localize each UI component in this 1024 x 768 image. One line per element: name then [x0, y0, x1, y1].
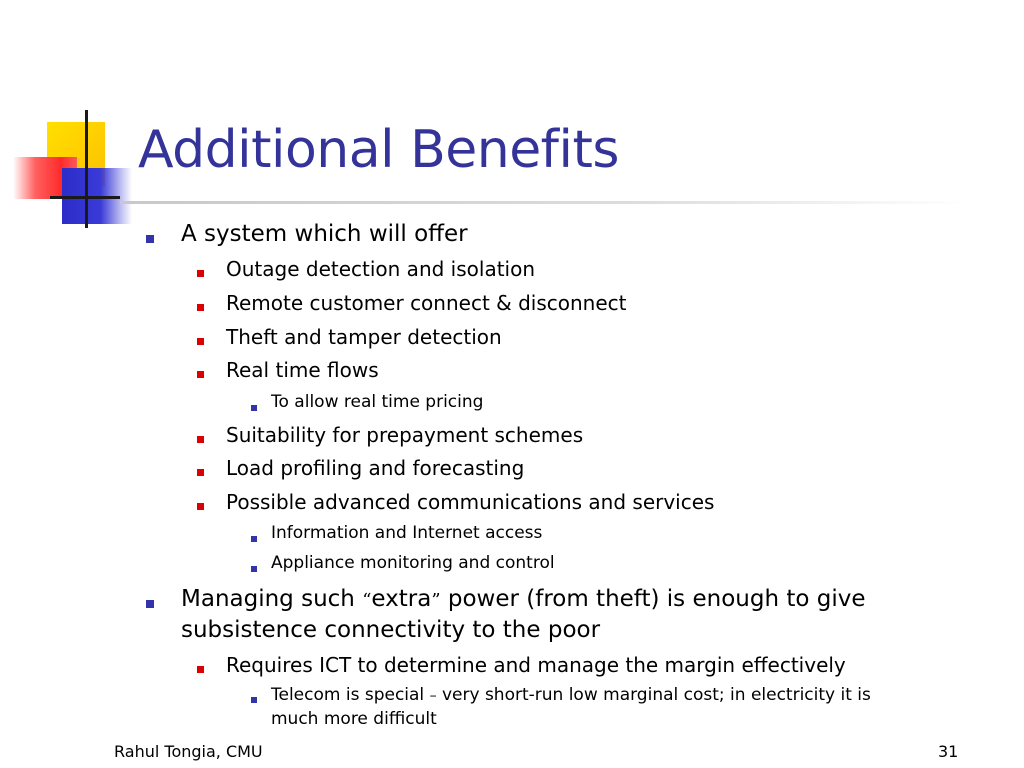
bullet-level2: Possible advanced communications and services: [226, 490, 715, 514]
bullet-marker: [197, 503, 204, 510]
bullet-level3: To allow real time pricing: [271, 392, 484, 412]
text-fragment: power (from theft) is enough to give: [440, 586, 866, 612]
bullet-marker: [251, 536, 257, 542]
text-fragment: Managing such: [181, 586, 363, 612]
bullet-marker: [251, 566, 257, 572]
decorative-vertical-line: [85, 110, 88, 228]
dash: –: [429, 688, 437, 704]
bullet-level2: Remote customer connect & disconnect: [226, 291, 627, 315]
bullet-marker: [197, 270, 204, 277]
bullet-level2: Requires ICT to determine and manage the margin effectively: [226, 653, 846, 677]
text-fragment: Telecom is special: [271, 685, 430, 705]
bullet-marker: [197, 338, 204, 345]
bullet-level1: A system which will offer: [181, 221, 468, 247]
bullet-level1-continuation: subsistence connectivity to the poor: [181, 617, 601, 643]
bullet-level3-continuation: much more difficult: [271, 709, 437, 729]
bullet-marker: [197, 304, 204, 311]
bullet-marker: [146, 235, 154, 243]
title-underline: [120, 201, 970, 204]
bullet-marker: [197, 436, 204, 443]
bullet-level2: Load profiling and forecasting: [226, 456, 525, 480]
bullet-level2: Theft and tamper detection: [226, 325, 502, 349]
bullet-marker: [197, 469, 204, 476]
quoted-word: extra: [371, 586, 432, 612]
bullet-level3: Information and Internet access: [271, 523, 543, 543]
bullet-level3: [271, 683, 871, 708]
text-fragment: very short-run low marginal cost; in electricity it is: [436, 685, 871, 705]
bullet-marker: [251, 697, 257, 703]
bullet-level2: Outage detection and isolation: [226, 257, 536, 281]
bullet-marker: [251, 405, 257, 411]
close-quote: ”: [431, 590, 441, 611]
bullet-marker: [197, 666, 204, 673]
bullet-marker: [197, 371, 204, 378]
bullet-level2: Suitability for prepayment schemes: [226, 423, 584, 447]
bullet-level3: Appliance monitoring and control: [271, 553, 555, 573]
decorative-horizontal-line: [50, 196, 120, 199]
footer-author: Rahul Tongia, CMU: [114, 742, 263, 761]
bullet-level2: Real time flows: [226, 358, 379, 382]
open-quote: “: [362, 590, 372, 611]
slide-title: Additional Benefits: [138, 120, 619, 180]
bullet-level1: [181, 584, 866, 616]
bullet-marker: [146, 600, 154, 608]
page-number: 31: [938, 742, 959, 761]
